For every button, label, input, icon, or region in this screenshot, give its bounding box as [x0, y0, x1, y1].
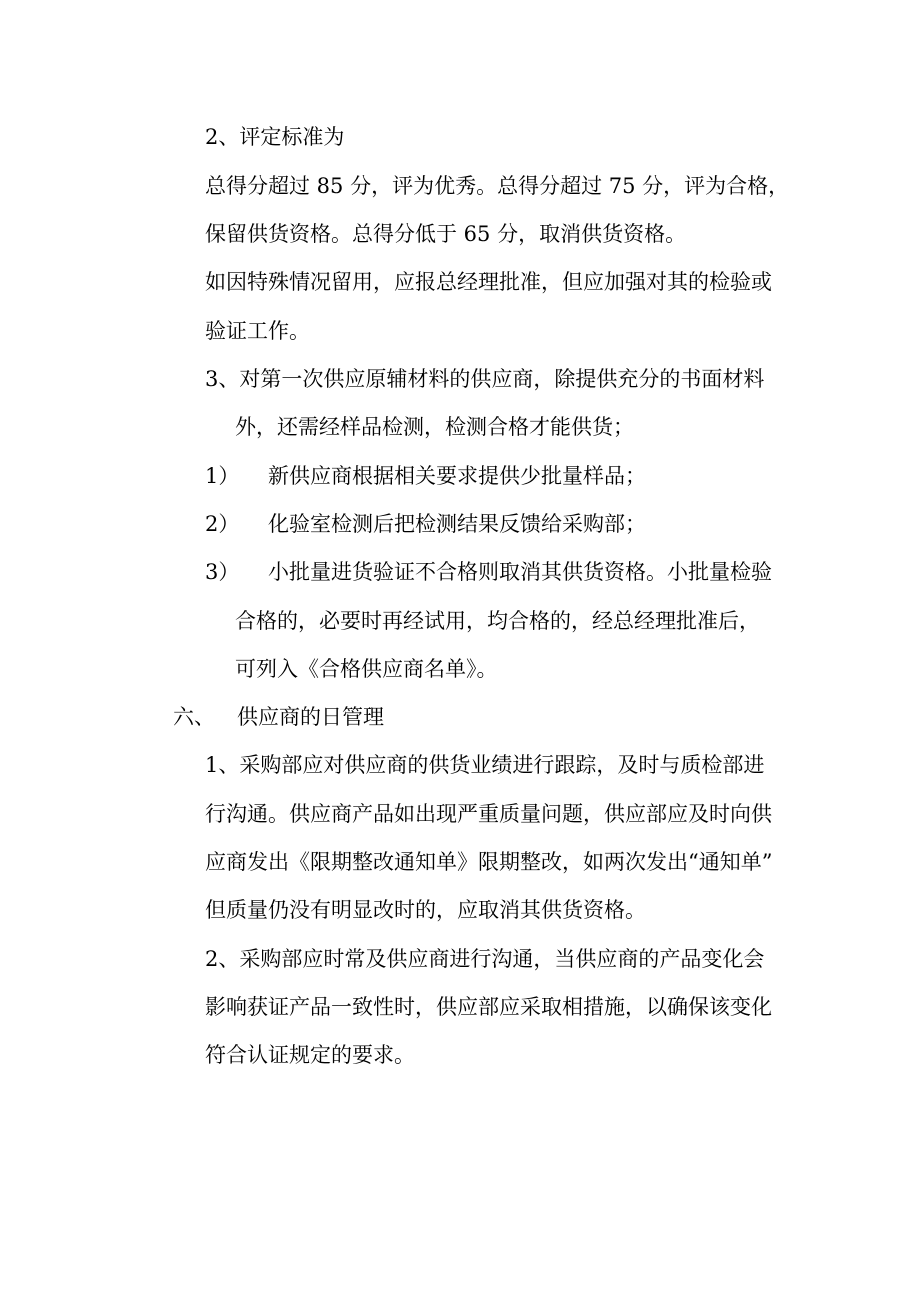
section6-title: 供应商的日管理	[237, 705, 384, 729]
sub-item-3-line-1: 小批量进货验证不合格则取消其供货资格。小批量检验	[268, 560, 772, 584]
sub-item-2-marker: 2）	[205, 512, 240, 536]
section6-para1-line-4: 但质量仍没有明显改时的，应取消其供货资格。	[205, 898, 646, 922]
section6-para2-line-3: 符合认证规定的要求。	[205, 1043, 415, 1067]
item3-line-2: 外，还需经样品检测，检测合格才能供货；	[235, 415, 634, 439]
section6-para1-line-1: 1、采购部应对供应商的供货业绩进行跟踪，及时与质检部进	[205, 753, 765, 777]
sub-item-2-text: 化验室检测后把检测结果反馈给采购部；	[268, 512, 646, 536]
section6-para1-line-3: 应商发出《限期整改通知单》限期整改，如两次发出“通知单”	[205, 850, 773, 874]
section6-para2-line-2: 影响获证产品一致性时，供应部应采取相措施，以确保该变化	[205, 995, 772, 1019]
sub-item-1-text: 新供应商根据相关要求提供少批量样品；	[268, 464, 646, 488]
criteria-heading: 2、评定标准为	[205, 125, 345, 149]
section6-para1-line-2: 行沟通。供应商产品如出现严重质量问题，供应部应及时向供	[205, 802, 772, 826]
section6-para2-line-1: 2、采购部应时常及供应商进行沟通，当供应商的产品变化会	[205, 947, 765, 971]
sub-item-3-marker: 3）	[205, 560, 240, 584]
criteria-line-2: 保留供货资格。总得分低于 65 分，取消供货资格。	[205, 222, 687, 246]
item3-line-1: 3、对第一次供应原辅材料的供应商，除提供充分的书面材料	[205, 367, 765, 391]
sub-item-3-line-3: 可列入《合格供应商名单》。	[235, 657, 498, 681]
sub-item-3-line-2: 合格的，必要时再经试用，均合格的，经总经理批准后，	[235, 609, 760, 633]
criteria-line-3: 如因特殊情况留用，应报总经理批准，但应加强对其的检验或	[205, 270, 772, 294]
section6-marker: 六、	[173, 705, 215, 729]
sub-item-1-marker: 1）	[205, 464, 240, 488]
criteria-line-4: 验证工作。	[205, 319, 310, 343]
criteria-line-1: 总得分超过 85 分，评为优秀。总得分超过 75 分，评为合格，	[205, 174, 790, 198]
